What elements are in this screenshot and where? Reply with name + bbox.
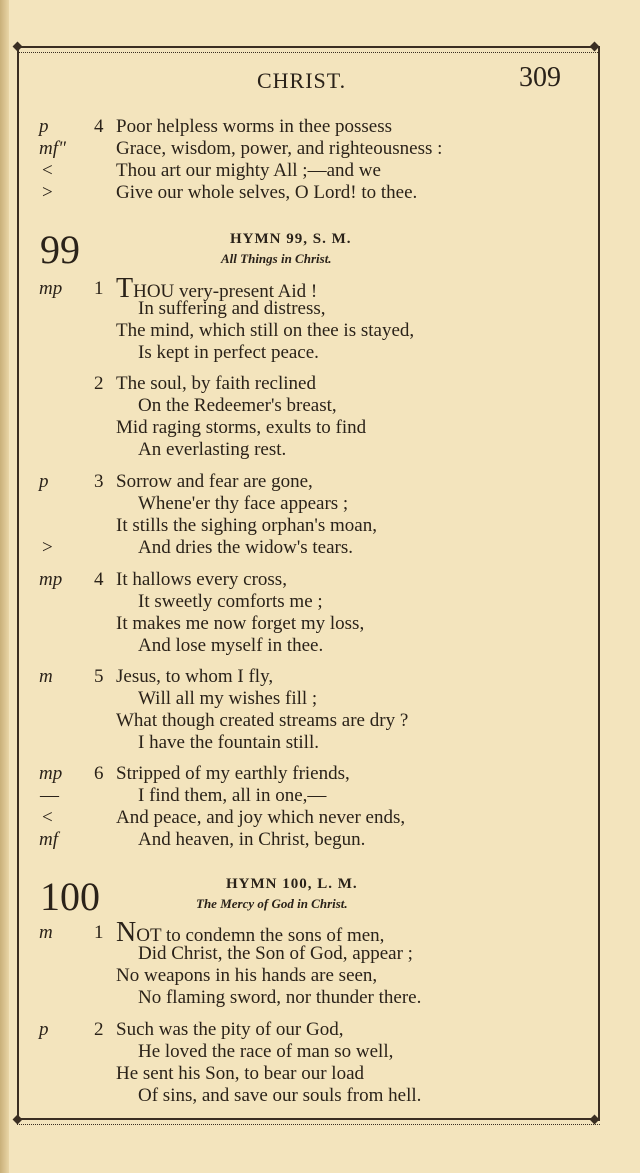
dynamic-mark: m [39, 666, 53, 687]
hymn-subtitle: All Things in Christ. [221, 251, 332, 266]
verse-line: And peace, and joy which never ends, [116, 807, 406, 828]
verse-line: In suffering and distress, [138, 298, 326, 319]
hymn-number: 100 [40, 874, 100, 919]
verse-number: 4 [94, 116, 104, 137]
crescendo-mark: < [42, 807, 53, 828]
bottom-rule [17, 1118, 600, 1125]
verse-line: Is kept in perfect peace. [138, 342, 319, 363]
verse-line: What though created streams are dry ? [116, 710, 409, 731]
verse-line: It stills the sighing orphan's moan, [116, 515, 377, 536]
verse-line: Mid raging storms, exults to find [116, 417, 367, 438]
page-edge [0, 0, 9, 1173]
verse-line: And heaven, in Christ, begun. [138, 829, 366, 850]
page-number: 309 [519, 62, 561, 93]
verse-number: 3 [94, 471, 104, 492]
crescendo-mark: < [42, 160, 53, 181]
verse-line: Give our whole selves, O Lord! to thee. [116, 182, 418, 203]
dash-mark: — [40, 785, 59, 806]
verse-line: Poor helpless worms in thee possess [116, 116, 393, 137]
verse-line: He sent his Son, to bear our load [116, 1063, 365, 1084]
dynamic-mark: mp [39, 278, 63, 299]
verse-line: Of sins, and save our souls from hell. [138, 1085, 422, 1106]
verse-line: An everlasting rest. [138, 439, 287, 460]
verse-line: It hallows every cross, [116, 569, 287, 590]
dynamic-mark: mp [39, 763, 63, 784]
dynamic-mark: p [39, 116, 49, 137]
verse-number: 1 [94, 922, 104, 943]
drop-cap: T [116, 273, 134, 304]
verse-number: 2 [94, 373, 104, 394]
verse-line: Such was the pity of our God, [116, 1019, 344, 1040]
verse-line: On the Redeemer's breast, [138, 395, 337, 416]
verse-line: Sorrow and fear are gone, [116, 471, 313, 492]
verse-number: 5 [94, 666, 104, 687]
verse-number: 4 [94, 569, 104, 590]
hymn-number: 99 [40, 227, 80, 272]
verse-line: The soul, by faith reclined [116, 373, 316, 394]
verse-line: Whene'er thy face appears ; [138, 493, 349, 514]
verse-line: Did Christ, the Son of God, appear ; [138, 943, 413, 964]
verse-line: No weapons in his hands are seen, [116, 965, 378, 986]
verse-number: 2 [94, 1019, 104, 1040]
hymn-title: HYMN 100, L. M. [226, 876, 358, 892]
verse-line: Thou art our mighty All ;—and we [116, 160, 381, 181]
verse-line: Will all my wishes fill ; [138, 688, 318, 709]
dynamic-mark: m [39, 922, 53, 943]
verse-line: And dries the widow's tears. [138, 537, 354, 558]
dynamic-mark: mf" [39, 138, 66, 159]
drop-cap: N [116, 917, 137, 948]
verse-number: 6 [94, 763, 104, 784]
hymn-title: HYMN 99, S. M. [230, 231, 352, 247]
verse-line: And lose myself in thee. [138, 635, 324, 656]
verse-line: Stripped of my earthly friends, [116, 763, 350, 784]
verse-line: Grace, wisdom, power, and righteousness : [116, 138, 443, 159]
diminuendo-mark: > [42, 182, 53, 203]
dynamic-mark: mp [39, 569, 63, 590]
dynamic-mark: mf [39, 829, 58, 850]
dynamic-mark: p [39, 471, 49, 492]
verse-line: I find them, all in one,— [138, 785, 327, 806]
verse-line: No flaming sword, nor thunder there. [138, 987, 422, 1008]
verse-line: THOU very-present Aid ! [116, 273, 318, 304]
verse-line: Jesus, to whom I fly, [116, 666, 274, 687]
top-rule [17, 46, 600, 53]
verse-line: It makes me now forget my loss, [116, 613, 365, 634]
verse-line: The mind, which still on thee is stayed, [116, 320, 415, 341]
dynamic-mark: p [39, 1019, 49, 1040]
verse-line: He loved the race of man so well, [138, 1041, 394, 1062]
diminuendo-mark: > [42, 537, 53, 558]
hymn-subtitle: The Mercy of God in Christ. [196, 896, 348, 911]
verse-line: I have the fountain still. [138, 732, 319, 753]
verse-number: 1 [94, 278, 104, 299]
verse-line: NOT to condemn the sons of men, [116, 917, 385, 948]
verse-line: It sweetly comforts me ; [138, 591, 323, 612]
running-head: CHRIST. [257, 68, 347, 93]
